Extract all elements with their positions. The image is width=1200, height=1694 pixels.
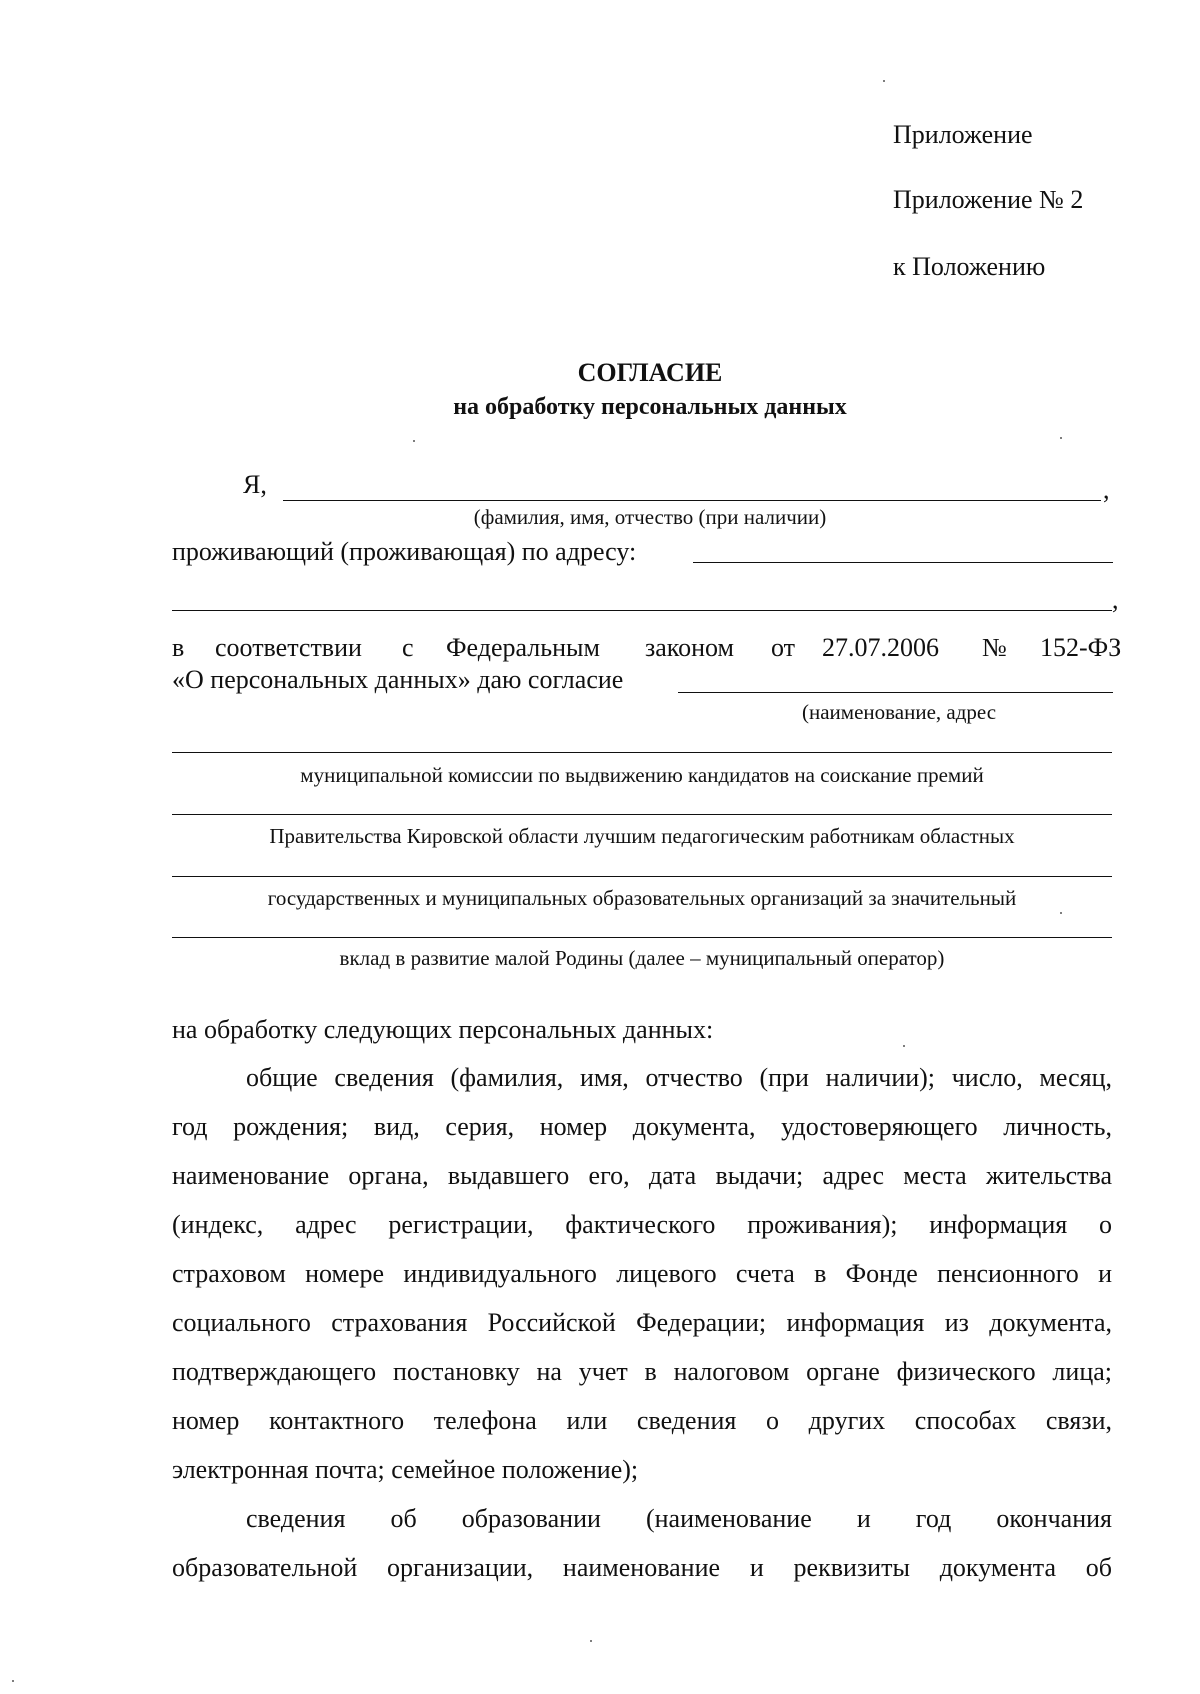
para2-line-2: образовательной организации, наименование и реквизиты документа об xyxy=(172,1553,1112,1582)
document-title: СОГЛАСИЕ xyxy=(577,358,723,387)
scan-speck xyxy=(590,1640,592,1642)
para1-line-2: год рождения; вид, серия, номер документа, удостоверяющего личность, xyxy=(172,1112,1112,1141)
law-date: 27.07.2006 xyxy=(822,633,939,662)
operator-underline-5[interactable] xyxy=(172,937,1112,938)
commission-line-4: вклад в развитие малой Родины (далее – муниципальный оператор) xyxy=(339,946,945,970)
commission-line-3: государственных и муниципальных образовательных организаций за значительный xyxy=(267,886,1017,910)
address-comma: , xyxy=(1112,585,1119,614)
consent-label: «О персональных данных» даю согласие xyxy=(172,665,624,694)
law-number-sign: № xyxy=(982,633,1007,662)
para1-line-9: электронная почта; семейное положение); xyxy=(172,1455,639,1484)
appendix-reference: к Положению xyxy=(893,252,1046,281)
address-underline-1[interactable] xyxy=(693,562,1113,563)
law-word-3: с xyxy=(402,633,414,662)
law-number: 152-ФЗ xyxy=(1040,633,1122,662)
para1-line-7: подтверждающего постановку на учет в налоговом органе физического лица; xyxy=(172,1357,1112,1386)
scan-speck xyxy=(12,1680,14,1682)
law-word-4: Федеральным xyxy=(446,633,600,662)
document-subtitle: на обработку персональных данных xyxy=(453,394,847,420)
commission-line-1: муниципальной комиссии по выдвижению кандидатов на соискание премий xyxy=(300,763,984,787)
operator-hint: (наименование, адрес xyxy=(802,700,997,724)
operator-underline-4[interactable] xyxy=(172,876,1112,877)
ya-label: Я, xyxy=(243,470,267,499)
para1-line-5: страховом номере индивидуального лицевого счета в Фонде пенсионного и xyxy=(172,1259,1112,1288)
para1-line-8: номер контактного телефона или сведения о других способах связи, xyxy=(172,1406,1112,1435)
address-underline-2[interactable] xyxy=(172,610,1112,611)
scan-speck xyxy=(413,440,415,442)
para1-line-1: общие сведения (фамилия, имя, отчество (при наличии); число, месяц, xyxy=(246,1063,1112,1092)
para2-line-1: сведения об образовании (наименование и год окончания xyxy=(246,1504,1112,1533)
fio-hint: (фамилия, имя, отчество (при наличии) xyxy=(473,505,827,529)
appendix-label: Приложение xyxy=(893,120,1033,149)
fio-comma: , xyxy=(1103,475,1110,504)
law-word-2: соответствии xyxy=(215,633,362,662)
law-word-5: законом xyxy=(645,633,734,662)
operator-underline-2[interactable] xyxy=(172,752,1112,753)
appendix-number: Приложение № 2 xyxy=(893,185,1084,214)
operator-underline[interactable] xyxy=(678,692,1113,693)
para1-line-4: (индекс, адрес регистрации, фактического проживания); информация о xyxy=(172,1210,1112,1239)
scan-speck xyxy=(903,1045,905,1047)
scan-speck xyxy=(883,80,885,82)
scan-speck xyxy=(1060,912,1062,914)
fio-underline[interactable] xyxy=(283,500,1101,501)
body-intro: на обработку следующих персональных данных: xyxy=(172,1015,714,1044)
law-word-6: от xyxy=(771,633,796,662)
operator-underline-3[interactable] xyxy=(172,814,1112,815)
para1-line-3: наименование органа, выдавшего его, дата выдачи; адрес места жительства xyxy=(172,1161,1112,1190)
law-word-1: в xyxy=(172,633,185,662)
scan-speck xyxy=(1060,437,1062,439)
address-label: проживающий (проживающая) по адресу: xyxy=(172,537,637,566)
commission-line-2: Правительства Кировской области лучшим педагогическим работникам областных xyxy=(269,824,1015,848)
para1-line-6: социального страхования Российской Федерации; информация из документа, xyxy=(172,1308,1112,1337)
